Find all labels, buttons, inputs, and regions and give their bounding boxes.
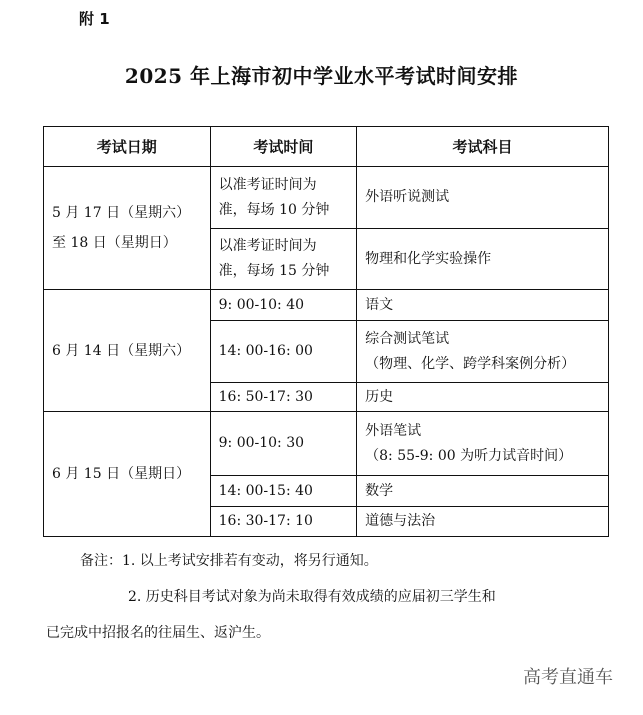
subject-cell: 数学 (357, 476, 609, 507)
subject-line: （物理、化学、跨学科案例分析） (365, 355, 576, 372)
date-line: 5 月 17 日（星期六） (52, 205, 191, 221)
table-row (44, 167, 609, 229)
header-exam-date: 考试日期 (44, 127, 211, 167)
date-cell-june15: 6 月 15 日（星期日） (44, 412, 211, 537)
time-cell: 16: 50-17: 30 (210, 383, 357, 412)
notes-prefix: 备注： (80, 553, 122, 569)
subject-cell: 物理和化学实验操作 (357, 229, 609, 290)
date-line: 至 18 日（星期日） (52, 235, 177, 251)
note-line-3: 已完成中招报名的往届生、返沪生。 (46, 625, 270, 641)
time-line: 以准考证时间为 (218, 176, 317, 193)
subject-line: 外语笔试 (365, 422, 422, 439)
table-row (44, 290, 609, 321)
table-row (44, 412, 609, 476)
date-cell-june14: 6 月 14 日（星期六） (44, 290, 211, 412)
table-header-row (44, 127, 609, 167)
time-cell: 14: 00-16: 00 (210, 321, 357, 383)
header-exam-subject: 考试科目 (357, 127, 609, 167)
subject-cell: 外语听说测试 (357, 167, 609, 229)
time-cell: 14: 00-15: 40 (210, 476, 357, 507)
subject-line: （8: 55-9: 00 为听力试音时间） (365, 447, 573, 464)
time-cell (210, 229, 357, 290)
attachment-label: 附 1 (79, 10, 110, 28)
subject-line: 综合测试笔试 (365, 330, 450, 347)
subject-cell (357, 321, 609, 383)
page-title: 2025 年上海市初中学业水平考试时间安排 (124, 64, 519, 88)
time-cell: 9: 00-10: 30 (210, 412, 357, 476)
time-cell: 9: 00-10: 40 (210, 290, 357, 321)
notes-section (46, 543, 610, 651)
subject-cell: 历史 (357, 383, 609, 412)
subject-cell (357, 412, 609, 476)
time-line: 准，每场 10 分钟 (218, 201, 330, 218)
date-cell-may (44, 167, 211, 290)
subject-cell: 语文 (357, 290, 609, 321)
note-1: 1. 以上考试安排若有变动，将另行通知。 (122, 553, 378, 569)
header-exam-time: 考试时间 (210, 127, 357, 167)
watermark: 高考直通车 (523, 667, 613, 688)
note-line-2: 2. 历史科目考试对象为尚未取得有效成绩的应届初三学生和 (128, 589, 496, 605)
time-line: 以准考证时间为 (218, 238, 317, 254)
subject-cell: 道德与法治 (357, 507, 609, 537)
time-cell (210, 167, 357, 229)
note-line-1 (80, 543, 610, 579)
time-line: 准，每场 15 分钟 (218, 263, 330, 279)
time-cell: 16: 30-17: 10 (210, 507, 357, 537)
exam-schedule-table (43, 126, 609, 537)
